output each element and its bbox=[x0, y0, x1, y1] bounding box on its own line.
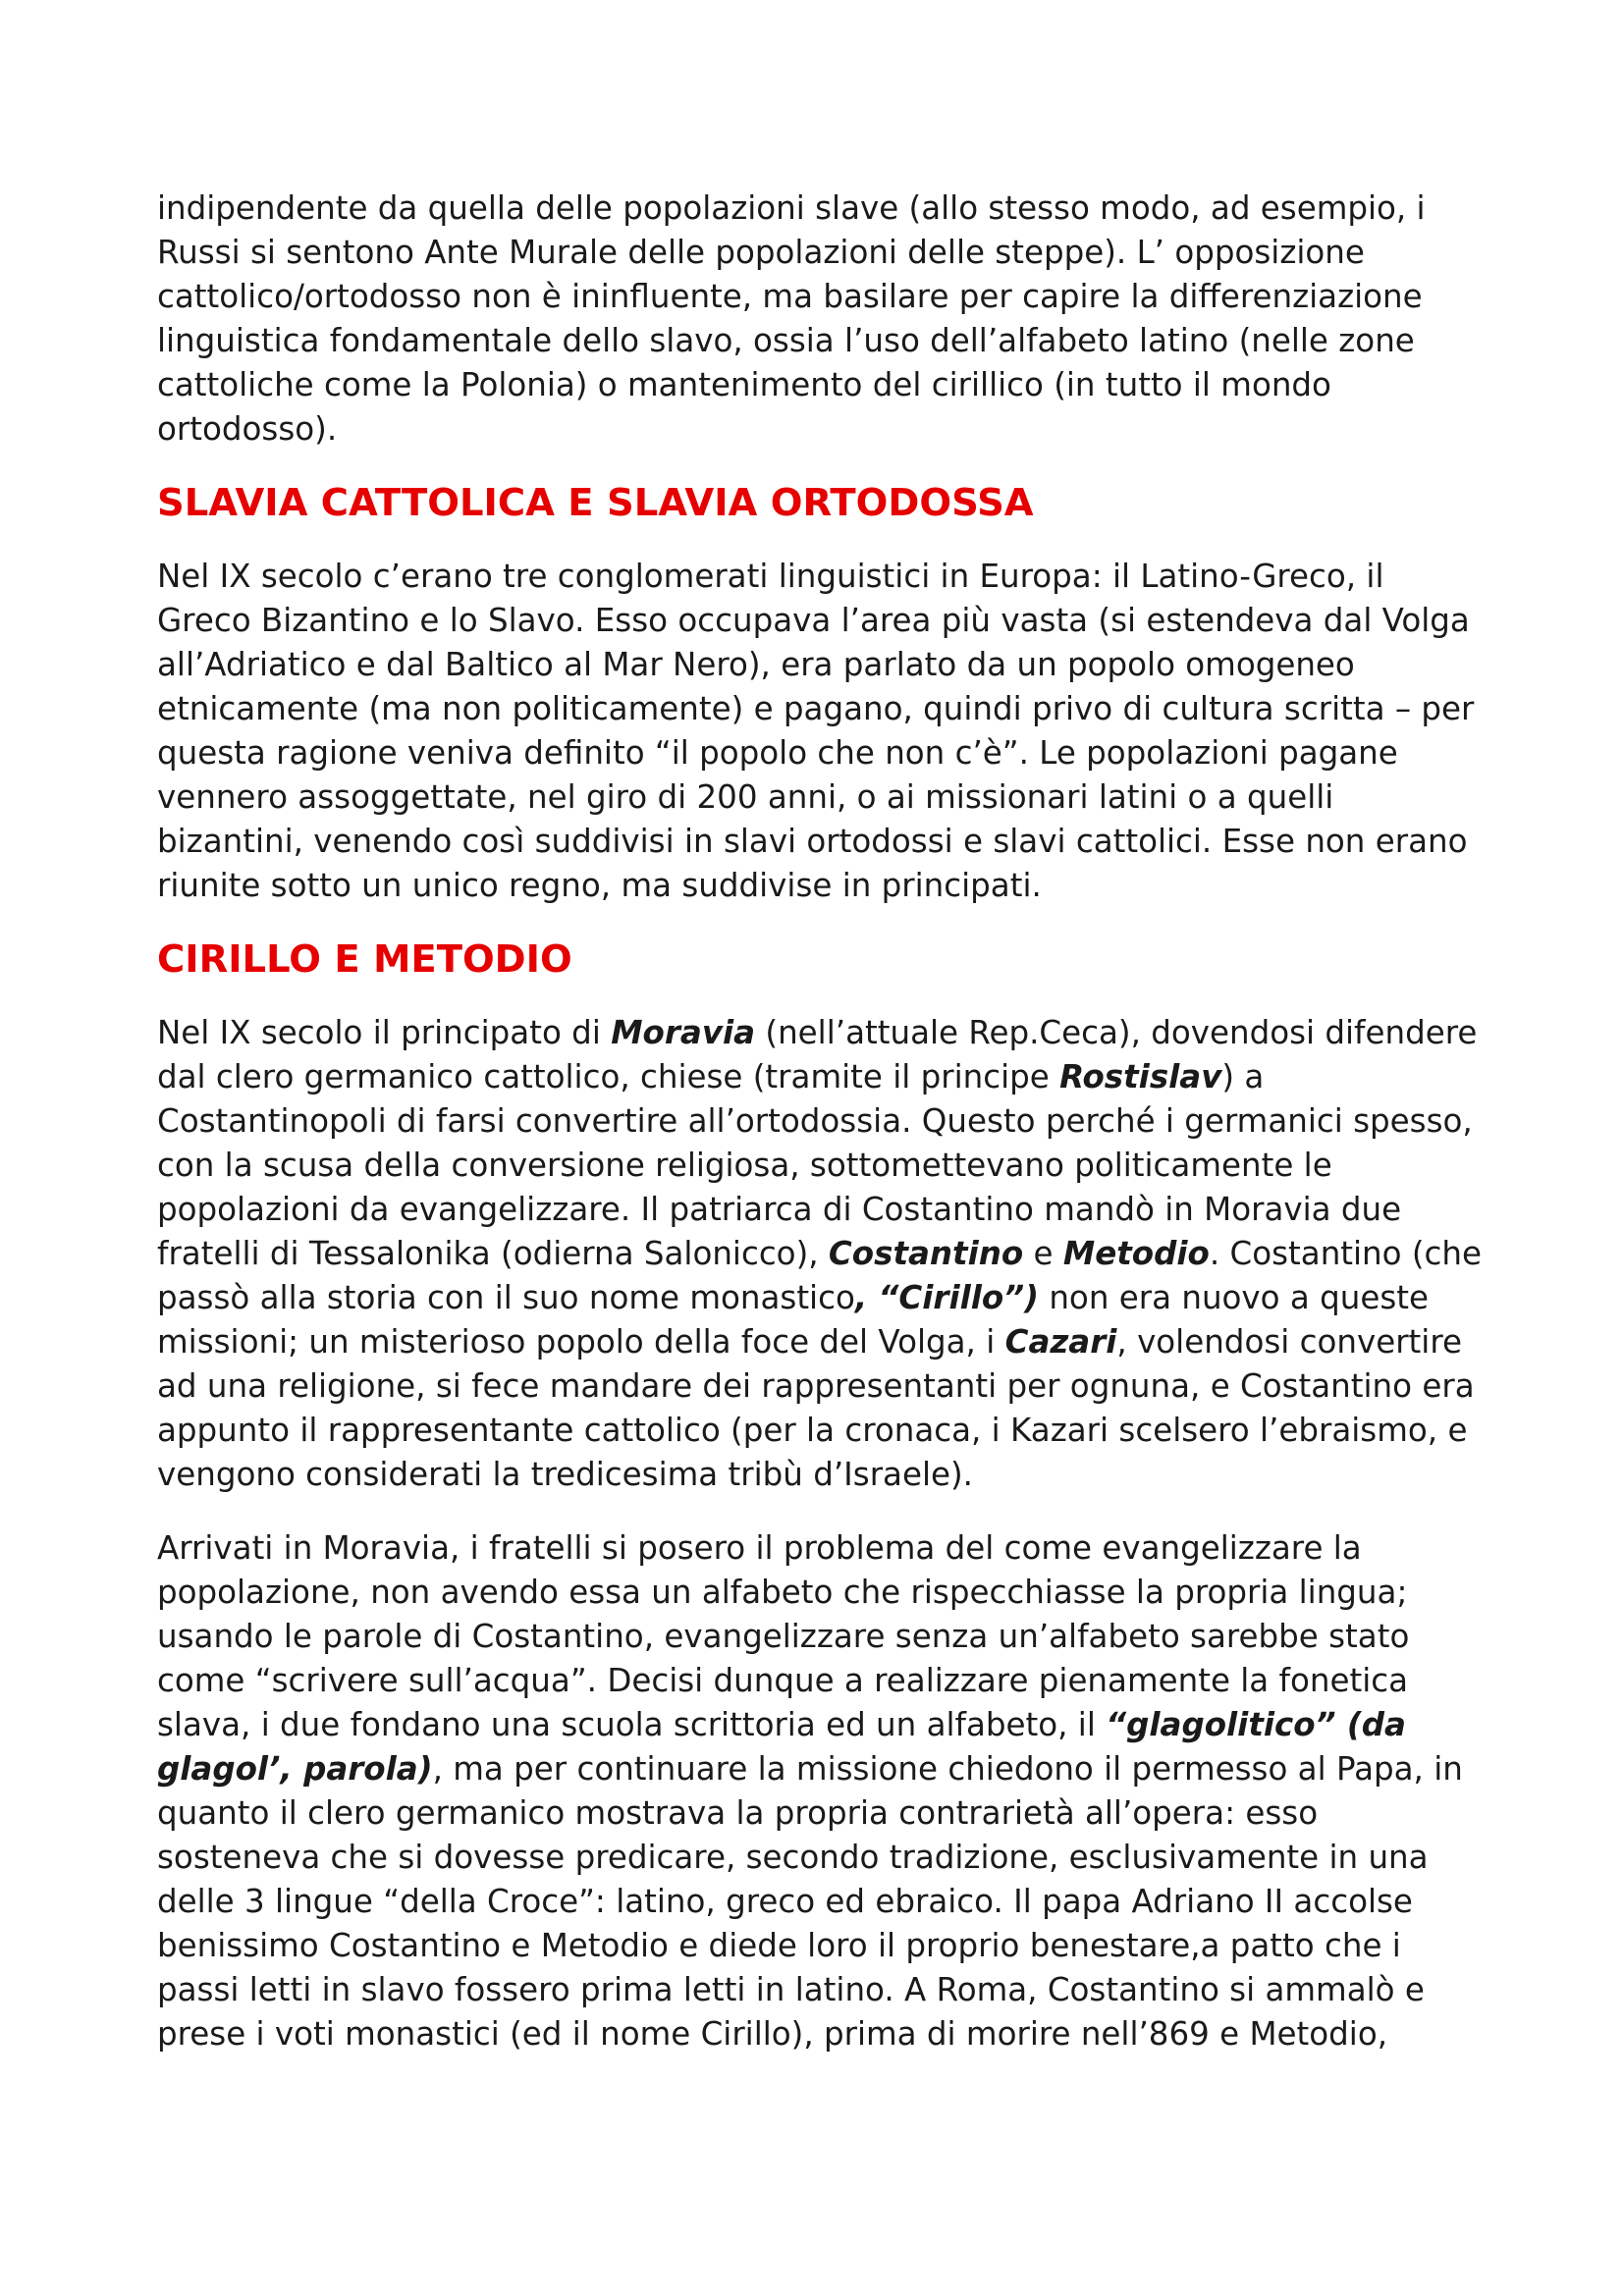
paragraph-intro: indipendente da quella delle popolazioni slave (allo stesso modo, ad esempio, i Russi si sentono Ante Murale delle popolazioni delle steppe). L’ opposizione cattolico/ortodosso non è ininfluente, ma basilare per capire la differenziazione linguistica fondamentale dello slavo, ossia l’uso dell’alfabeto latino (nelle zone cattoliche come la Polonia) o mantenimento del cirillico (in tutto il mondo ortodosso). bbox=[157, 189, 1426, 448]
paragraph-moravia bbox=[157, 1011, 1488, 1497]
paragraph-slavia: Nel IX secolo c’erano tre conglomerati linguistici in Europa: il Latino-Greco, il Greco Bizantino e lo Slavo. Esso occupava l’area più vasta (si estendeva dal Volga all’Adriatico e dal Baltico al Mar Nero), era parlato da un popolo omogeneo etnicamente (ma non politicamente) e pagano, quindi privo di cultura scritta – per questa ragione veniva definito “il popolo che non c’è”. Le popolazioni pagane vennero assoggettate, nel giro di 200 anni, o ai missionari latini o a quelli bizantini, venendo così suddivisi in slavi ortodossi e slavi cattolici. Esse non erano riunite sotto un unico regno, ma suddivise in principati. bbox=[157, 558, 1475, 904]
term-costantino: Costantino bbox=[828, 1235, 1024, 1272]
term-cirillo: , “Cirillo”) bbox=[854, 1279, 1039, 1316]
text-span: , volendosi convertire ad una religione, si fece mandare dei rappresentanti per ognuna, e Costantino era appunto il rappresentante cattolico (per la cronaca, i Kazari scelsero l’ebraismo, e vengono considerati la tredicesima tribù d’Israele). bbox=[157, 1323, 1475, 1493]
term-metodio: Metodio bbox=[1062, 1235, 1210, 1272]
document-page bbox=[157, 187, 1488, 2056]
term-rostislav: Rostislav bbox=[1059, 1058, 1222, 1095]
text-span: ) a Costantinopoli di farsi convertire all’ortodossia. Questo perché i germanici spesso, con la scusa della conversione religiosa, sottomettevano politicamente le popolazioni da evangelizzare. Il patriarca di Costantino mandò in Moravia due fratelli di Tessalonika (odierna Salonicco), bbox=[157, 1058, 1473, 1272]
term-glagolitico: “glagolitico” (da glagol’, parola) bbox=[157, 1706, 1406, 1788]
heading-slavia-cattolica-ortodossa: SLAVIA CATTOLICA E SLAVIA ORTODOSSA bbox=[157, 481, 1034, 525]
text-span: Nel IX secolo il principato di bbox=[157, 1014, 612, 1051]
term-cazari: Cazari bbox=[1004, 1323, 1117, 1361]
term-moravia: Moravia bbox=[611, 1014, 756, 1051]
text-span: (nell’attuale Rep.Ceca), dovendosi difendere dal clero germanico cattolico, chiese (tramite il principe bbox=[157, 1014, 1478, 1095]
text-span: Arrivati in Moravia, i fratelli si posero il problema del come evangelizzare la popolazione, non avendo essa un alfabeto che rispecchiasse la propria lingua; usando le parole di Costantino, evangelizzare senza un’alfabeto sarebbe stato come “scrivere sull’acqua”. Decisi dunque a realizzare pienamente la fonetica slava, i due fondano una scuola scrittoria ed un alfabeto, il bbox=[157, 1529, 1410, 1743]
paragraph-glagolitico bbox=[157, 1526, 1488, 2056]
text-span: , ma per continuare la missione chiedono il permesso al Papa, in quanto il clero germanico mostrava la propria contrarietà all’opera: esso sosteneva che si dovesse predicare, secondo tradizione, esclusivamente in una delle 3 lingue “della Croce”: latino, greco ed ebraico. Il papa Adriano II accolse benissimo Costantino e Metodio e diede loro il proprio benestare,a patto che i passi letti in slavo fossero prima letti in latino. A Roma, Costantino si ammalò e prese i voti monastici (ed il nome Cirillo), prima di morire nell’869 e Metodio, bbox=[157, 1750, 1463, 2053]
text-span: e bbox=[1023, 1235, 1063, 1272]
heading-cirillo-metodio: CIRILLO E METODIO bbox=[157, 937, 572, 982]
text-span: non era nuovo a queste missioni; un misterioso popolo della foce del Volga, i bbox=[157, 1279, 1430, 1361]
text-span: . Costantino (che passò alla storia con il suo nome monastico bbox=[157, 1235, 1483, 1316]
